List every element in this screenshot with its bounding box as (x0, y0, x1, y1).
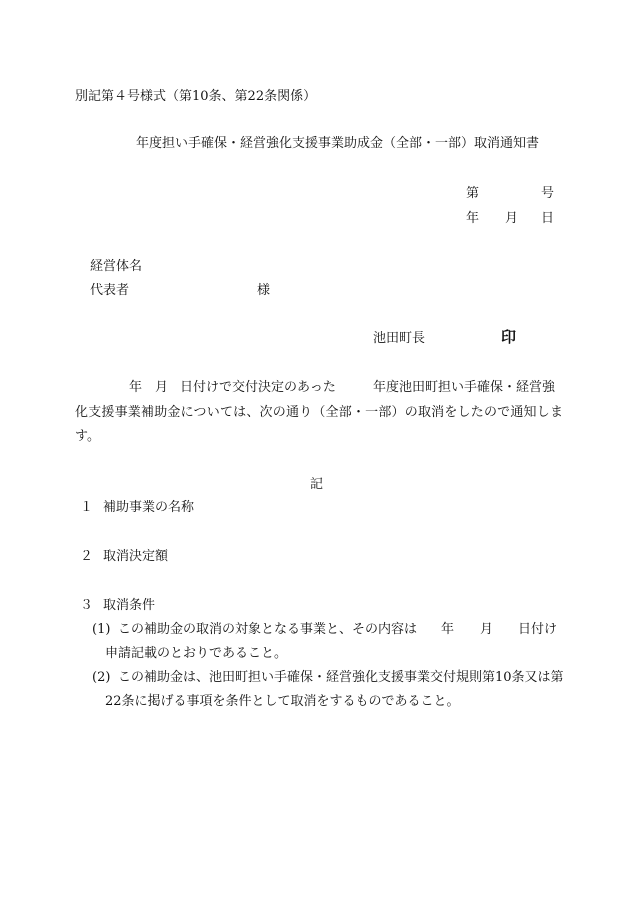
condition-number: (1) (92, 622, 111, 637)
condition-text-a: この補助金は、池田町担い手確保・経営強化支援事業交付規則第10条又は第 (118, 670, 564, 685)
body-line2: 化支援事業補助金については、次の通り（全部・一部）の取消をしたので通知しま (75, 405, 564, 420)
body-line3: す。 (75, 429, 100, 444)
doc-number-suffix: 号 (541, 186, 555, 201)
issuer-label: 池田町長 (373, 331, 426, 346)
item-number: ２ (80, 549, 94, 564)
doc-date-year: 年 (466, 211, 480, 226)
ki-heading: 記 (310, 477, 324, 492)
condition-year: 年 (441, 622, 455, 637)
doc-date-month: 月 (505, 211, 519, 226)
issuer-seal-mark: 印 (501, 328, 517, 346)
recipient-name-label: 経営体名 (90, 259, 143, 274)
item-number: ３ (80, 598, 94, 613)
item-number: １ (80, 500, 94, 515)
condition-text-b: 申請記載のとおりであること。 (105, 646, 288, 661)
condition-day-text: 日付け (518, 622, 558, 637)
item-label: 取消条件 (103, 598, 156, 613)
doc-number-prefix: 第 (466, 186, 480, 201)
document-title: 年度担い手確保・経営強化支援事業助成金（全部・一部）取消通知書 (136, 136, 540, 151)
condition-text-b: 22条に掲げる事項を条件として取消をするものであること。 (105, 694, 460, 709)
body-line1-rest: 年度池田町担い手確保・経営強 (373, 380, 556, 395)
condition-text-a: この補助金の取消の対象となる事業と、その内容は (118, 622, 418, 637)
recipient-representative-label: 代表者 (90, 283, 130, 298)
condition-month: 月 (480, 622, 494, 637)
doc-date-day: 日 (541, 211, 555, 226)
body-day-text: 日付けで交付決定のあった (180, 380, 336, 395)
form-reference: 別記第４号様式（第10条、第22条関係） (75, 89, 317, 104)
condition-number: (2) (92, 670, 111, 685)
recipient-honorific: 様 (257, 283, 271, 298)
body-month: 月 (155, 380, 169, 395)
item-label: 取消決定額 (103, 549, 169, 564)
item-label: 補助事業の名称 (103, 500, 195, 515)
body-year: 年 (129, 380, 143, 395)
